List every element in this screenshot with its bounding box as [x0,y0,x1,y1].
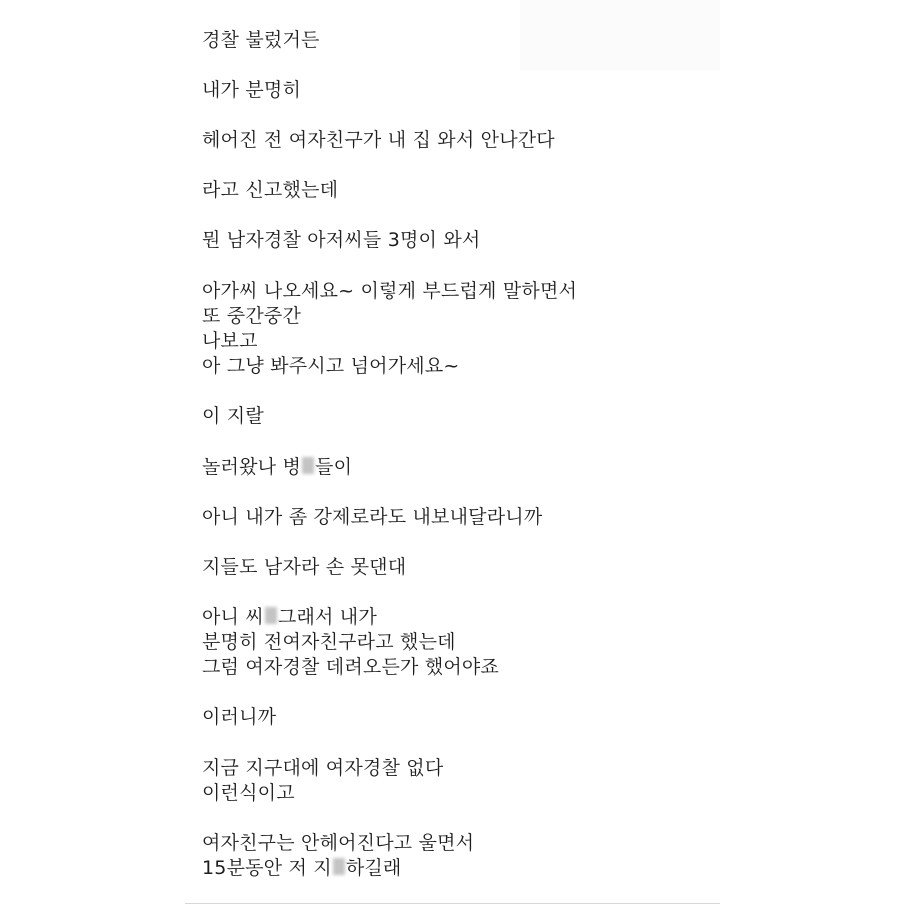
text-line-censored [202,404,264,428]
text-fragment: 놀러왔나 병 [202,456,302,478]
text-fragment: 하길래 [345,857,402,879]
text-line-censored [202,856,402,880]
text-line: 이런식이고 [202,782,295,804]
text-line: 뭔 남자경찰 아저씨들 3명이 와서 [202,229,481,251]
text-line: 나보고 [202,330,258,352]
text-line: 분명히 전여자친구라고 했는데 [202,631,456,653]
text-line: 지들도 남자라 손 못댄대 [202,556,407,578]
text-fragment: 그래서 내가 [277,606,377,628]
text-fragment: 15분동안 저 지 [202,857,332,879]
text-line-censored [202,605,377,629]
text-line: 경찰 불렀거든 [202,29,320,51]
text-line: 또 중간중간 [202,305,302,327]
censor-blur [265,607,277,624]
text-line: 그럼 여자경찰 데려오든가 했어야죠 [202,656,500,678]
faint-overlay [520,0,720,70]
text-line: 라고 신고했는데 [202,179,339,201]
text-line: 여자친구는 안헤어진다고 울면서 [202,832,475,854]
text-line: 헤어진 전 여자친구가 내 집 와서 안나간다 [202,129,555,151]
text-fragment: 이 지랄 [202,405,264,427]
text-line: 아 그냥 봐주시고 넘어가세요~ [202,355,460,377]
text-fragment: 아니 씨 [202,606,264,628]
censor-blur [333,858,345,875]
text-line: 아니 내가 좀 강제로라도 내보내달라니까 [202,506,543,528]
divider [185,903,720,904]
text-line: 아가씨 나오세요~ 이렇게 부드럽게 말하면서 [202,280,578,302]
text-line: 지금 지구대에 여자경찰 없다 [202,757,444,779]
text-line: 이러니까 [202,706,277,728]
text-fragment: 들이 [315,456,353,478]
text-line-censored [202,455,352,479]
text-line: 내가 분명히 [202,79,302,101]
censor-blur [302,457,314,474]
